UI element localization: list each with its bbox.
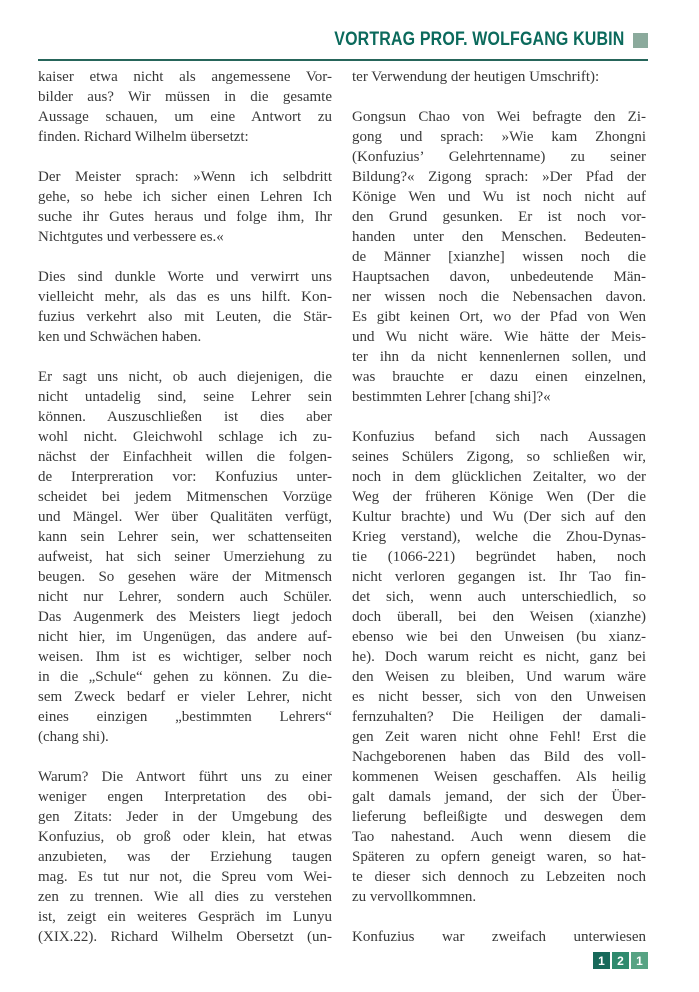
text-line: Aussage schauen, um eine Antwort zu	[38, 109, 332, 125]
text-line: noch in dem glücklichen Zeitalter, wo der	[352, 469, 646, 485]
text-line: ist, zeigt ein weiteres Gespräch im Lunyu	[38, 909, 332, 925]
text-line: Krieg verstand), welche die Zhou-Dynas-	[352, 529, 646, 545]
text-line: mag. Es tut nur not, die Spreu vom Wei-	[38, 869, 332, 885]
text-line: Das Augenmerk des Meisters liegt jedoch	[38, 609, 332, 625]
text-line: wohl nicht. Gleichwohl schlage ich zu-	[38, 429, 332, 445]
text-line: fernzuhalten? Die Heiligen der damali-	[352, 709, 646, 725]
text-line: Konfuzius war zweifach unterwiesen	[352, 929, 646, 945]
text-line: ter Verwendung der heutigen Umschrift):	[352, 69, 600, 85]
paragraph	[38, 767, 332, 947]
text-line: Weg der früheren Könige Wen (Der die	[352, 489, 646, 505]
header-divider	[38, 59, 648, 61]
text-line: Hauptsachen davon, unbedeutende Män-	[352, 269, 646, 285]
text-line: und Wu nicht wäre. Wie hätte der Meis-	[352, 329, 646, 345]
paragraph	[38, 167, 332, 247]
text-line: Gongsun Chao von Wei befragte den Zi-	[352, 109, 646, 125]
text-line: de Männer [xianzhe] wissen noch die	[352, 249, 646, 265]
text-line: was brauchte er dazu einen einzelnen,	[352, 369, 646, 385]
text-line: nicht verloren gegangen ist. Ihr Tao fin-	[352, 569, 646, 585]
page-digit-box: 2	[612, 952, 629, 969]
text-line: suche ihr Gutes heraus und folge ihm, Ihr	[38, 209, 332, 225]
text-line: bilder aus? Wir müssen in die gesamte	[38, 89, 332, 105]
text-line: Es gibt keinen Ort, wo der Pfad von Wen	[352, 309, 646, 325]
text-line: Kultur brachte) und Wu (Der sich auf den	[352, 509, 646, 525]
text-line: Konfuzius, ob groß oder klein, hat etwas	[38, 829, 332, 845]
text-line: doch überall, bei den Weisen (xianzhe)	[352, 609, 646, 625]
text-line: nicht hier, im Ungenügen, das andere auf-	[38, 629, 332, 645]
text-line: kommenen Weisen geschaffen. Als heilig	[352, 769, 646, 785]
paragraph	[352, 927, 646, 947]
text-line: lieferung befleißigte und deswegen dem	[352, 809, 646, 825]
page-content	[38, 30, 648, 947]
text-line: seines Schülers Zigong, so schließen wir,	[352, 449, 646, 465]
text-line: Bildung?« Zigong sprach: »Der Pfad der	[352, 169, 646, 185]
text-line: ebenso wie bei den Unweisen (bu xianz-	[352, 629, 646, 645]
paragraph	[352, 67, 646, 87]
text-line: galt damals jemand, der sich der Über-	[352, 789, 646, 805]
text-line: bestimmten Lehrer [chang shi]?«	[352, 389, 551, 405]
text-line: kaiser etwa nicht als angemessene Vor-	[38, 69, 332, 85]
text-line: weniger engen Interpretation des obi-	[38, 789, 332, 805]
text-line: finden. Richard Wilhelm übersetzt:	[38, 129, 249, 145]
text-line: Warum? Die Antwort führt uns zu einer	[38, 769, 332, 785]
article-body	[38, 67, 648, 947]
text-line: (Konfuzius’ Gelehrtenname) zu seiner	[352, 149, 646, 165]
text-column-right	[352, 67, 646, 947]
text-line: Nichtgutes und verbessere es.«	[38, 229, 224, 245]
text-line: in die „Schule“ gehen zu können. Zu die-	[38, 669, 332, 685]
text-line: vielleicht mehr, als das es uns hilft. Kon-	[38, 289, 332, 305]
text-line: det sich, wenn auch unterschiedlich, so	[352, 589, 646, 605]
text-line: fuzius verkehrt also mit Leuten, die Stär-	[38, 309, 332, 325]
paragraph	[38, 67, 332, 147]
text-line: scheidet bei jedem Mitmenschen Vorzüge	[38, 489, 332, 505]
text-line: gen Zeit waren nicht ohne Fehl! Erst die	[352, 729, 646, 745]
text-line: nächst der Einfachheit willen die folgen-	[38, 449, 332, 465]
text-line: handen unter den Menschen. Bedeuten-	[352, 229, 646, 245]
text-line: es nicht besser, sich von den Unweisen	[352, 689, 646, 705]
text-line: ner wissen noch die Nebensachen davon.	[352, 289, 646, 305]
text-line: Dies sind dunkle Worte und verwirrt uns	[38, 269, 332, 285]
text-line: Er sagt uns nicht, ob auch diejenigen, die	[38, 369, 332, 385]
text-line: Tao nahestand. Auch wenn diesem die	[352, 829, 646, 845]
paragraph	[38, 367, 332, 747]
text-line: und Mängel. Wer über Qualitäten verfügt,	[38, 509, 332, 525]
header-title: VORTRAG PROF. WOLFGANG KUBIN	[333, 29, 624, 50]
text-line: Könige Wen und Wu ist noch nicht auf	[352, 189, 646, 205]
text-line: gen Zitats: Jeder in der Umgebung des	[38, 809, 332, 825]
page-digit-box: 1	[631, 952, 648, 969]
paragraph	[352, 107, 646, 407]
text-line: gehe, so hebe ich sicher einen Lehren Ich	[38, 189, 332, 205]
text-line: gong und sprach: »Wie kam Zhongni	[352, 129, 646, 145]
text-line: zen zu trennen. Wie all dies zu verstehen	[38, 889, 332, 905]
text-line: zu vervollkommnen.	[352, 889, 477, 905]
text-line: Nachgeborenen haben das Bild des voll-	[352, 749, 646, 765]
text-line: Späteren zu opfern geneigt waren, so hat-	[352, 849, 646, 865]
text-line: nicht nur Lehrer, sondern auch Schüler.	[38, 589, 332, 605]
text-line: anzubieten, was der Erziehung taugen	[38, 849, 332, 865]
page-number	[593, 952, 648, 969]
text-line: ken und Schwächen haben.	[38, 329, 202, 345]
text-line: Der Meister sprach: »Wenn ich selbdritt	[38, 169, 332, 185]
text-line: he). Doch warum reicht es nicht, ganz bei	[352, 649, 646, 665]
text-line: Konfuzius befand sich nach Aussagen	[352, 429, 646, 445]
text-line: können. Auszuschließen ist dies aber	[38, 409, 332, 425]
text-line: eines einzigen „bestimmten Lehrers“	[38, 709, 332, 725]
text-line: den Weisen zu bleiben, Und warum wäre	[352, 669, 646, 685]
text-line: sem Zweck bedarf er vieler Lehrer, nicht	[38, 689, 332, 705]
text-line: nicht untadelig sind, seine Lehrer sein	[38, 389, 332, 405]
header-accent-square-icon	[633, 33, 648, 48]
text-line: te dieser sich dennoch zu Lebzeiten noch	[352, 869, 646, 885]
text-line: de Interpreration vor: Konfuzius unter-	[38, 469, 332, 485]
text-line: weisen. Ihm ist es wichtiger, selber noch	[38, 649, 332, 665]
paragraph	[352, 427, 646, 907]
text-line: tie (1066-221) begründet haben, noch	[352, 549, 646, 565]
text-line: (XIX.22). Richard Wilhelm Obersetzt (un-	[38, 929, 332, 945]
text-line: (chang shi).	[38, 729, 109, 745]
page-header	[38, 30, 648, 50]
text-column-left	[38, 67, 332, 947]
text-line: den Grund gesunken. Er ist noch vor-	[352, 209, 646, 225]
text-line: kann sein Lehrer sein, wer schattenseiten	[38, 529, 332, 545]
page-digit-box: 1	[593, 952, 610, 969]
text-line: aufweist, hat sich seiner Umerziehung zu	[38, 549, 332, 565]
paragraph	[38, 267, 332, 347]
text-line: beugen. So gesehen wäre der Mitmensch	[38, 569, 332, 585]
text-line: ter ihn da nicht kennenlernen sollen, und	[352, 349, 646, 365]
